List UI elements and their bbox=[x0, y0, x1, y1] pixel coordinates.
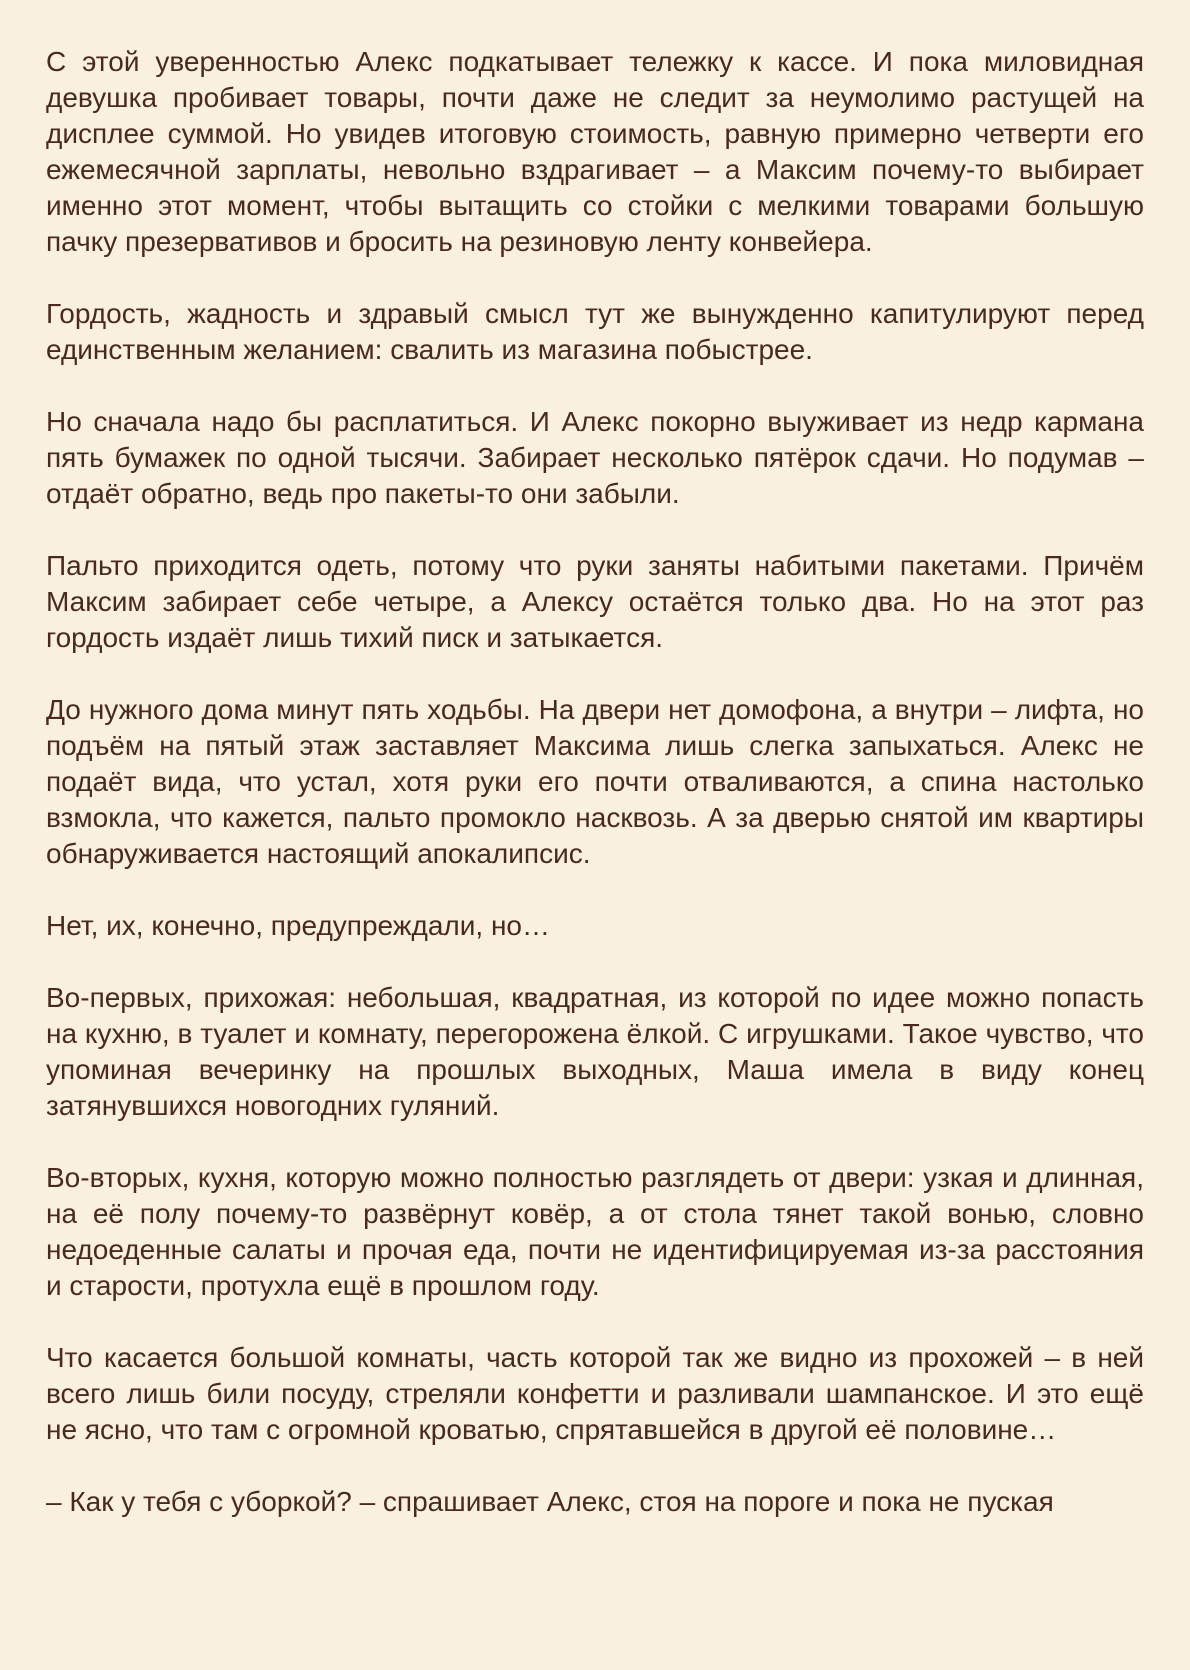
paragraph: Во-вторых, кухня, которую можно полностью разглядеть от двери: узкая и длинная, на её полу почему-то развёрнут ковёр, а от стола тянет такой вонью, словно недоеденные салаты и прочая еда, почти не идентифицируемая из-за расстояния и старости, протухла ещё в прошлом году. bbox=[46, 1162, 1144, 1301]
document-page bbox=[46, 44, 1144, 1520]
paragraph: Пальто приходится одеть, потому что руки заняты набитыми пакетами. Причём Максим забирает себе четыре, а Алексу остаётся только два. Но на этот раз гордость издаёт лишь тихий писк и затыкается. bbox=[46, 550, 1144, 653]
paragraph: С этой уверенностью Алекс подкатывает тележку к кассе. И пока миловидная девушка пробивает товары, почти даже не следит за неумолимо растущей на дисплее суммой. Но увидев итоговую стоимость, равную примерно четверти его ежемесячной зарплаты, невольно вздрагивает – а Максим почему-то выбирает именно этот момент, чтобы вытащить со стойки с мелкими товарами большую пачку презервативов и бросить на резиновую ленту конвейера. bbox=[46, 46, 1144, 257]
paragraph: Что касается большой комнаты, часть которой так же видно из прохожей – в ней всего лишь били посуду, стреляли конфетти и разливали шампанское. И это ещё не ясно, что там с огромной кроватью, спрятавшейся в другой её половине… bbox=[46, 1342, 1144, 1445]
paragraph: – Как у тебя с уборкой? – спрашивает Алекс, стоя на пороге и пока не пуская bbox=[46, 1486, 1054, 1517]
paragraph: Нет, их, конечно, предупреждали, но… bbox=[46, 910, 550, 941]
paragraph: Во-первых, прихожая: небольшая, квадратная, из которой по идее можно попасть на кухню, в туалет и комнату, перегорожена ёлкой. С игрушками. Такое чувство, что упоминая вечеринку на прошлых выходных, Маша имела в виду конец затянувшихся новогодних гуляний. bbox=[46, 982, 1144, 1121]
paragraph: До нужного дома минут пять ходьбы. На двери нет домофона, а внутри – лифта, но подъём на пятый этаж заставляет Максима лишь слегка запыхаться. Алекс не подаёт вида, что устал, хотя руки его почти отваливаются, а спина настолько взмокла, что кажется, пальто промокло насквозь. А за дверью снятой им квартиры обнаруживается настоящий апокалипсис. bbox=[46, 694, 1144, 869]
paragraph: Гордость, жадность и здравый смысл тут же вынужденно капитулируют перед единственным желанием: свалить из магазина побыстрее. bbox=[46, 298, 1144, 365]
paragraph: Но сначала надо бы расплатиться. И Алекс покорно выуживает из недр кармана пять бумажек по одной тысячи. Забирает несколько пятёрок сдачи. Но подумав – отдаёт обратно, ведь про пакеты-то они забыли. bbox=[46, 406, 1144, 509]
